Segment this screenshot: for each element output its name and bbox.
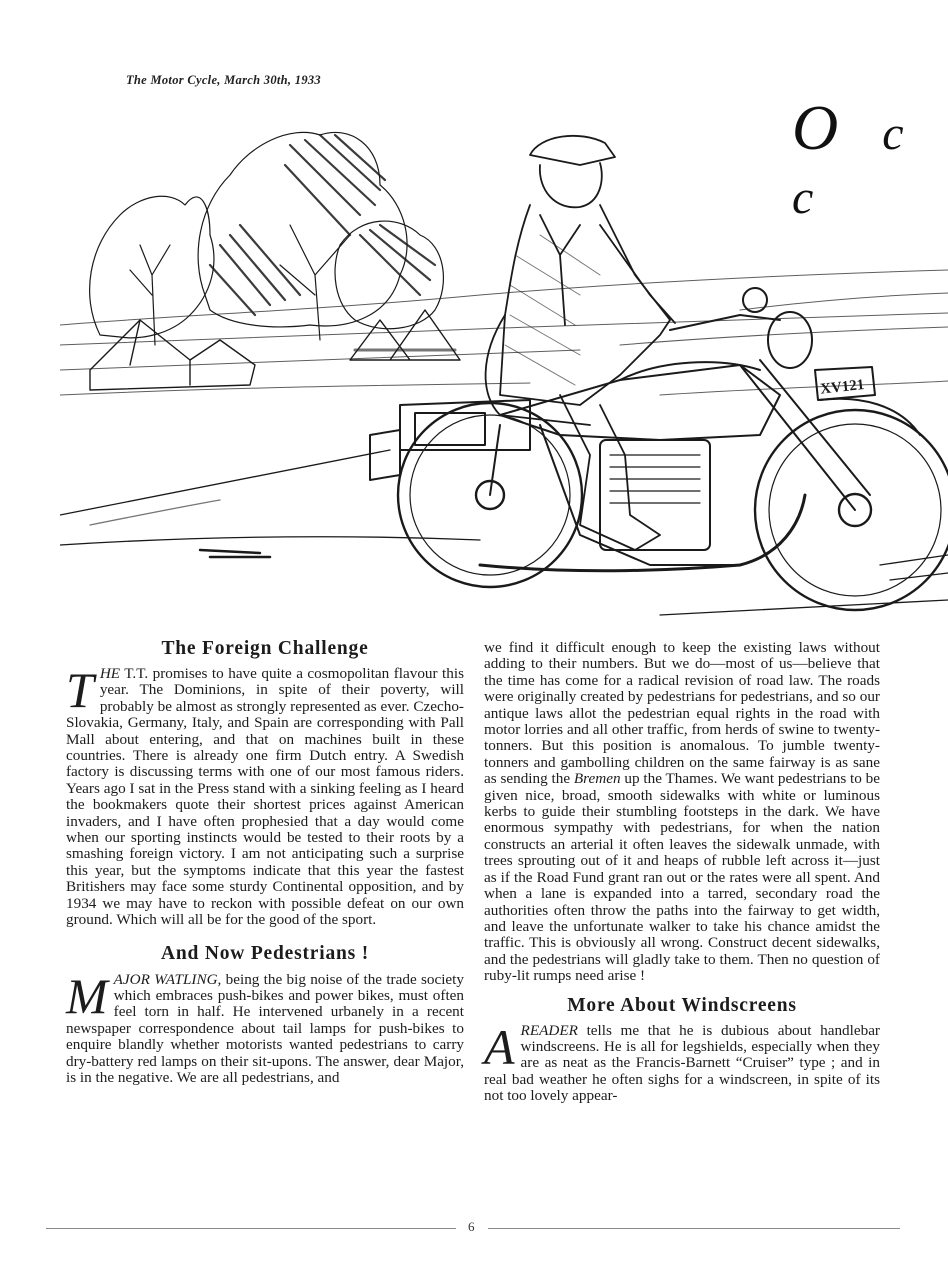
article-foreign-challenge bbox=[66, 638, 464, 929]
body-pedestrians-continued bbox=[484, 640, 880, 985]
body-windscreens bbox=[484, 1018, 880, 1105]
lead-words: HE bbox=[99, 665, 121, 682]
title-rest: c c bbox=[792, 107, 918, 224]
paragraph-text: up the Thames. We want pedestrians to be given nice, broad, smooth sidewalks with white or luminous kerbs to guide their stumbling footsteps in the dark. We have enormous sympathy with pedestrians, for when the nation constructs an arterial it often leaves the sidewalk unmade, with trees sprouting out of it and heaps of rubble left across it—just as if the Road Fund grant ran out or the rates were all spent. And when a lane is expanded into a tarred, secondary road the authorities often throw the paths into the fairway to get width, and leave the unfortunate walker to take his chance amidst the traffic. This is obviously all wrong. Construct decent sidewalks, and the pedestrians will gladly take to them. Then no question of ruby-lit rumps need arise ! bbox=[484, 770, 881, 985]
heading-windscreens: More About Windscreens bbox=[567, 994, 797, 1016]
body-pedestrians bbox=[66, 967, 464, 1087]
dropcap-t: T bbox=[66, 662, 94, 718]
dropcap-a: A bbox=[484, 1018, 515, 1075]
number-plate: XV121 bbox=[819, 377, 866, 398]
paragraph-text: T.T. promises to have quite a cosmopolitan flavour this year. The Dominions, in spite of their poverty, will probably be almost as strongly represented as ever. Czecho-Slovakia, Germany, Italy, and Spain are corresponding with Pall Mall about entering, and that on machines built in these countries. There is already one firm Dutch entry. A Swedish factory is discussing terms with one of our most famous riders. Years ago I sat in the Press stand with a sinking feeling as I heard the bookmakers quote their shortest prices against American invaders, and I have often prophesied that a day would come when our sporting instincts would be tested to their roots by a smashing foreign victory. I am not anticipating such a surprise this year, but the symptoms indicate that this year the fastest Britishers may face some sturdy Continental opposition, and by 1934 we may have to reckon with possible defeat on our own ground. Which will all be for the good of the sport. bbox=[66, 665, 464, 929]
left-column bbox=[66, 638, 464, 1086]
footer-rule-left bbox=[46, 1228, 456, 1229]
ship-name: Bremen bbox=[573, 770, 621, 788]
paragraph-text: tells me that he is dubious about handlebar windscreens. He is all for legshields, especially when they are as neat as the Francis-Barnett “Cruiser” type ; and in real bad weather he often sighs for a windscreen, in spite of its not too lovely appear- bbox=[484, 1021, 880, 1105]
page-number: 6 bbox=[468, 1219, 475, 1234]
dropcap-m: M bbox=[66, 967, 108, 1024]
right-column bbox=[484, 640, 880, 1105]
motorcyclist-illustration bbox=[60, 95, 948, 630]
lead-words: READER bbox=[520, 1021, 578, 1039]
footer-rule-right bbox=[488, 1228, 900, 1229]
running-head: The Motor Cycle, March 30th, 1933 bbox=[126, 73, 321, 87]
title-initial: O bbox=[792, 92, 853, 163]
article-windscreens bbox=[484, 995, 880, 1105]
body-foreign-challenge bbox=[66, 662, 464, 929]
heading-pedestrians: And Now Pedestrians ! bbox=[160, 942, 369, 964]
heading-foreign-challenge: The Foreign Challenge bbox=[161, 638, 369, 659]
paragraph-text: we find it difficult enough to keep the existing laws without adding to their numbers. But we do—most of us—believe that the time has come for a radical revision of road law. The roads were originally created by pedestrians for pedestrians, and so our antique laws allot the pedestrian equal rights in the road with motor lorries and all other traffic, from herds of swine to twenty-tonners. But this position is anomalous. To jumble twenty-tonners and gambolling children on the same fairway is as sane as sending the bbox=[484, 639, 880, 788]
paragraph-text: being the big noise of the trade society which embraces push-bikes and power bikes, must often feel torn in half. He intervened urbanely in a recent newspaper correspondence about tail lamps for push-bikes to enquire blandly whether motorists wanted pedestrians to carry dry-battery red lamps on their sit-upons. The answer, dear Major, is in the negative. We are all pedestrians, and bbox=[66, 970, 464, 1086]
lead-words: AJOR WATLING, bbox=[113, 970, 222, 988]
article-pedestrians bbox=[66, 943, 464, 1087]
